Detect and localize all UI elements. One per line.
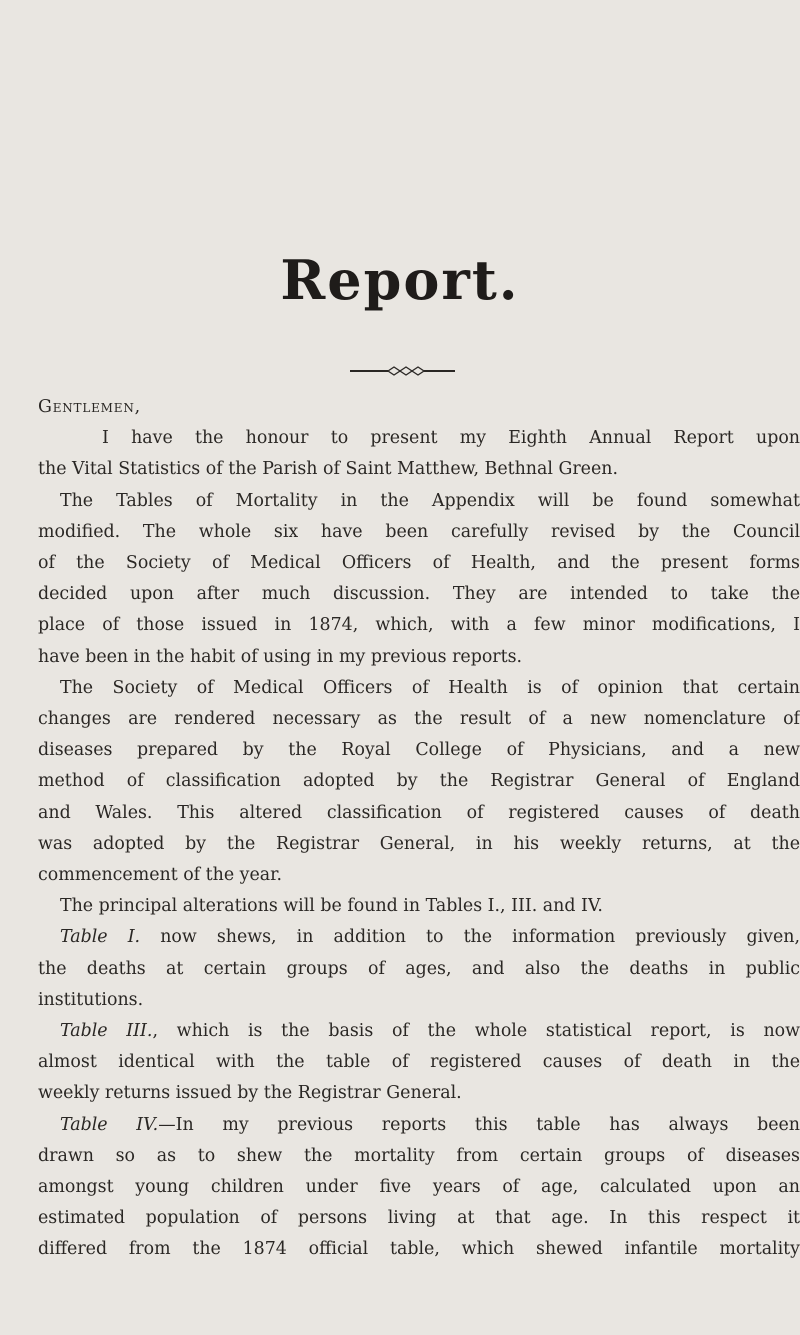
text-line: the deaths at certain groups of ages, and also the deaths in public <box>38 958 800 979</box>
ornament-divider <box>350 365 455 377</box>
text-line: institutions. <box>38 989 144 1010</box>
text-line: decided upon after much discussion. They are intended to take the <box>38 584 800 605</box>
text-line: I have the honour to present my Eighth Annual Report upon <box>102 428 800 449</box>
text-run: , which is the basis of the whole statistical report, is now <box>152 1021 800 1042</box>
text-line: have been in the habit of using in my previous reports. <box>38 646 523 667</box>
text-line: The Tables of Mortality in the Appendix will be found somewhat <box>60 490 800 511</box>
text-line: amongst young children under five years of age, calculated upon an <box>38 1177 800 1198</box>
text-line: differed from the 1874 official table, which shewed infantile mortality <box>38 1239 800 1260</box>
text-line: commencement of the year. <box>38 865 283 886</box>
text-line <box>38 1110 800 1141</box>
text-line: of the Society of Medical Officers of Health, and the present forms <box>38 553 800 574</box>
text-run: now shews, in addition to the information previously given, <box>160 927 800 948</box>
text-line: diseases prepared by the Royal College of Physicians, and a new <box>38 740 800 761</box>
text-line: weekly returns issued by the Registrar General. <box>38 1083 462 1104</box>
page-title: Report. <box>280 248 520 312</box>
text-line: almost identical with the table of registered causes of death in the <box>38 1052 800 1073</box>
text-line: method of classification adopted by the Registrar General of England <box>38 771 800 792</box>
text-line <box>38 922 800 953</box>
text-line: and Wales. This altered classification of registered causes of death <box>38 802 800 823</box>
table-ref: Table IV. <box>60 1114 159 1135</box>
text-line: The Society of Medical Officers of Health is of opinion that certain <box>60 677 800 698</box>
text-line: estimated population of persons living at that age. In this respect it <box>38 1208 800 1229</box>
table-ref: Table III. <box>60 1021 153 1042</box>
text-line: drawn so as to shew the mortality from certain groups of diseases <box>38 1145 800 1166</box>
table-ref: Table I. <box>60 927 141 948</box>
text-run: —In my previous reports this table has always been <box>158 1114 800 1135</box>
text-line: place of those issued in 1874, which, with a few minor modifications, I <box>38 615 800 636</box>
text-line <box>38 1016 800 1047</box>
text-line: the Vital Statistics of the Parish of Saint Matthew, Bethnal Green. <box>38 459 618 480</box>
text-line: The principal alterations will be found in Tables I., III. and IV. <box>60 896 603 917</box>
text-line: modified. The whole six have been carefully revised by the Council <box>38 521 800 542</box>
salutation: Gentlemen, <box>38 397 141 417</box>
report-body <box>38 392 800 1266</box>
text-line: changes are rendered necessary as the result of a new nomenclature of <box>38 709 800 730</box>
text-line: was adopted by the Registrar General, in his weekly returns, at the <box>38 833 800 854</box>
